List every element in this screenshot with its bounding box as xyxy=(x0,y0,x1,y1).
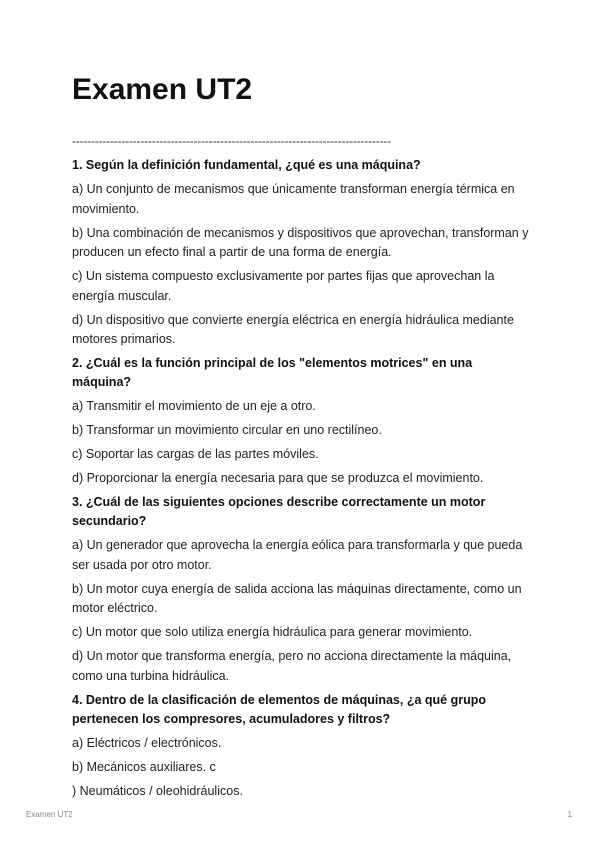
question-text: 1. Según la definición fundamental, ¿qué es una máquina? xyxy=(72,158,421,172)
answer-option: b) Mecánicos auxiliares. c xyxy=(72,759,216,774)
question-block xyxy=(72,354,532,489)
answer-option: a) Transmitir el movimiento de un eje a otro. xyxy=(72,399,316,413)
answer-option: c) Soportar las cargas de las partes móviles. xyxy=(72,447,319,461)
question-text: 3. ¿Cuál de las siguientes opciones describe correctamente un motor secundario? xyxy=(72,495,486,528)
page-number: 1 xyxy=(567,810,572,819)
answer-option: a) Eléctricos / electrónicos. xyxy=(72,735,222,750)
answer-option: ) Neumáticos / oleohidráulicos. xyxy=(72,783,243,798)
answer-option: d) Un dispositivo que convierte energía eléctrica en energía hidráulica mediante motores primarios. xyxy=(72,312,514,346)
divider: ------------------------------------------------------------------------------------ xyxy=(72,134,391,148)
answer-option: d) Proporcionar la energía necesaria para que se produzca el movimiento. xyxy=(72,471,484,485)
answer-option: a) Un generador que aprovecha la energía eólica para transformarla y que pueda ser usada por otro motor. xyxy=(72,538,523,572)
answer-option: c) Un motor que solo utiliza energía hidráulica para generar movimiento. xyxy=(72,625,473,639)
question-text: 4. Dentro de la clasificación de elementos de máquinas, ¿a qué grupo pertenecen los compresores, acumuladores y filtros? xyxy=(72,692,486,726)
answer-option: c) Un sistema compuesto exclusivamente por partes fijas que aprovechan la energía muscular. xyxy=(72,269,495,303)
footer-title: Examen UT2 xyxy=(26,810,73,819)
answer-option: d) Un motor que transforma energía, pero no acciona directamente la máquina, como una turbina hidráulica. xyxy=(72,649,512,683)
answer-option: b) Una combinación de mecanismos y dispositivos que aprovechan, transforman y producen un efecto final a partir de una forma de energía. xyxy=(72,225,529,259)
exam-body xyxy=(72,156,532,806)
page-title: Examen UT2 xyxy=(72,73,253,106)
answer-option: a) Un conjunto de mecanismos que únicamente transforman energía térmica en movimiento. xyxy=(72,182,515,216)
question-text: 2. ¿Cuál es la función principal de los "elementos motrices" en una máquina? xyxy=(72,356,473,389)
answer-option: b) Transformar un movimiento circular en uno rectilíneo. xyxy=(72,423,382,437)
answer-option: b) Un motor cuya energía de salida acciona las máquinas directamente, como un motor eléctrico. xyxy=(72,581,522,615)
question-block xyxy=(72,691,532,802)
question-block xyxy=(72,156,532,350)
question-block xyxy=(72,493,532,686)
